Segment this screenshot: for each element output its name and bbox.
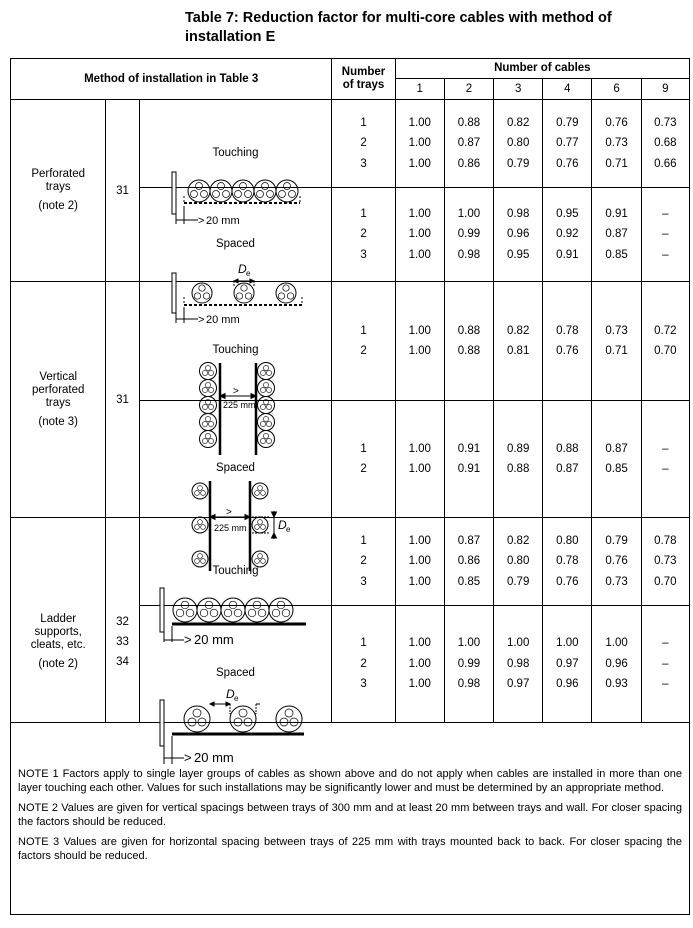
clearance-label: 20 mm — [193, 631, 234, 647]
caption-spaced: Spaced — [215, 667, 255, 679]
header-cable-count: 2 — [444, 79, 493, 100]
factor-cell — [494, 401, 543, 518]
factor-value: 0.71 — [605, 157, 628, 170]
factor-value: – — [662, 228, 669, 241]
factor-value: 1.00 — [605, 637, 628, 650]
clearance-label: 20 mm — [193, 750, 234, 765]
ge-symbol: > — [232, 386, 239, 397]
factor-value: 0.76 — [605, 555, 628, 568]
factor-value: 1.00 — [408, 228, 431, 241]
factor-value: 0.82 — [506, 116, 530, 129]
cable-diagram — [140, 664, 332, 781]
trays-value: 2 — [360, 555, 367, 568]
factor-value: 1.00 — [408, 248, 431, 261]
factor-cell — [444, 606, 493, 723]
factor-value: 1.00 — [408, 463, 431, 475]
factor-cell — [543, 518, 592, 606]
factor-cell — [641, 188, 689, 282]
factor-cell — [592, 401, 641, 518]
factor-value: 1.00 — [457, 207, 481, 220]
factor-value: 0.91 — [457, 442, 481, 455]
factor-value: 1.00 — [408, 207, 431, 220]
header-trays-line2: of trays — [342, 79, 385, 91]
factor-value: 1.00 — [408, 345, 431, 357]
ref-ladder-supports — [106, 518, 139, 723]
factor-value: 0.85 — [605, 463, 628, 475]
factor-value: 0.76 — [556, 157, 579, 170]
de-subscript: e — [285, 525, 290, 534]
factor-value: – — [662, 463, 669, 475]
factor-value: 1.00 — [408, 116, 431, 129]
method-name-line: trays — [45, 396, 71, 409]
factor-value: 0.97 — [556, 657, 579, 670]
method-vertical-perforated-trays — [11, 282, 106, 518]
factor-value: 0.68 — [654, 137, 677, 150]
table-title: Table 7: Reduction factor for multi-core cables with method of installation E — [185, 10, 612, 45]
header-cable-count: 4 — [543, 79, 592, 100]
factor-cell — [494, 606, 543, 723]
factor-value: 0.80 — [506, 555, 530, 568]
cable-diagram — [140, 562, 332, 650]
factor-value: 0.78 — [556, 324, 579, 337]
factor-value: 1.00 — [506, 637, 530, 650]
de-subscript: e — [233, 694, 238, 703]
cable-diagram — [140, 459, 332, 576]
factor-value: 0.73 — [654, 116, 677, 129]
method-name-note: (note 2) — [38, 200, 79, 212]
factor-cell — [395, 100, 444, 188]
factor-value: 1.00 — [408, 575, 431, 588]
trays-value: 3 — [360, 248, 367, 261]
ge-symbol: > — [183, 631, 192, 647]
factor-cell — [444, 100, 493, 188]
method-name-line: Ladder — [40, 613, 77, 625]
trays-value: 1 — [360, 637, 367, 650]
method-name-note: (note 2) — [38, 658, 79, 670]
ref-vertical-perforated-trays — [106, 282, 139, 518]
factor-value: 0.91 — [605, 207, 628, 220]
de-label: D — [237, 261, 247, 276]
header-cable-count: 1 — [395, 79, 444, 100]
factor-value: 0.78 — [654, 534, 677, 547]
factor-value: 0.86 — [457, 555, 481, 568]
factor-value: 0.73 — [605, 324, 628, 337]
trays-cell — [332, 401, 395, 518]
factor-value: 1.00 — [408, 678, 431, 691]
ref-perforated-trays — [106, 100, 139, 282]
cable-diagram — [140, 341, 332, 460]
trays-cell — [332, 606, 395, 723]
factor-value: 0.95 — [556, 207, 579, 220]
trays-cell — [332, 518, 395, 606]
trays-value: 1 — [360, 534, 367, 547]
factor-value: 1.00 — [457, 637, 481, 650]
factor-value: 0.80 — [556, 534, 579, 547]
factor-cell — [641, 401, 689, 518]
header-number-of-trays — [332, 59, 395, 100]
ref-number: 33 — [116, 636, 129, 648]
header-trays-line1: Number — [341, 66, 386, 78]
factor-value: 0.87 — [605, 442, 628, 455]
factor-value: 0.66 — [654, 157, 677, 170]
trays-value: 1 — [360, 116, 367, 129]
de-subscript: e — [245, 268, 250, 278]
factor-value: 0.99 — [457, 228, 481, 241]
factor-cell — [592, 518, 641, 606]
trays-value: 2 — [360, 463, 367, 475]
de-label: D — [277, 518, 287, 532]
factor-value: 0.87 — [605, 228, 628, 241]
factor-cell — [592, 282, 641, 401]
factor-value: 0.96 — [605, 657, 628, 670]
factor-value: 0.87 — [457, 534, 481, 547]
trays-value: 2 — [360, 137, 367, 150]
ge-symbol: > — [197, 313, 204, 326]
header-cable-count: 6 — [592, 79, 641, 100]
method-name-line: supports, — [34, 626, 82, 638]
method-name-line: Vertical — [39, 370, 78, 383]
factor-cell — [444, 188, 493, 282]
factor-value: 0.97 — [506, 678, 530, 691]
trays-cell — [332, 100, 395, 188]
trays-value: 3 — [360, 157, 367, 170]
factor-cell — [641, 606, 689, 723]
trays-value: 3 — [360, 678, 367, 691]
factor-value: 0.70 — [654, 345, 677, 357]
factor-value: 0.88 — [457, 345, 481, 357]
factor-value: 0.95 — [506, 248, 530, 261]
method-name-line: trays — [45, 181, 71, 193]
factor-value: 0.98 — [506, 657, 530, 670]
header-cable-count: 3 — [494, 79, 543, 100]
trays-value: 2 — [360, 657, 367, 670]
factor-value: 0.79 — [556, 116, 579, 129]
caption-touching: Touching — [212, 564, 259, 577]
factor-value: 1.00 — [408, 555, 431, 568]
factor-cell — [543, 606, 592, 723]
factor-value: 0.96 — [506, 228, 530, 241]
factor-value: 0.88 — [457, 116, 481, 129]
factor-cell — [494, 518, 543, 606]
factor-value: 0.88 — [506, 463, 530, 475]
factor-value: 0.96 — [556, 678, 579, 691]
clearance-label: 225 mm — [222, 400, 256, 410]
method-name-line: cleats, etc. — [30, 639, 86, 651]
factor-value: 0.98 — [457, 678, 481, 691]
factor-value: 0.79 — [605, 534, 628, 547]
trays-value: 1 — [360, 442, 367, 455]
ref-number: 31 — [116, 393, 129, 406]
factor-value: 0.98 — [457, 248, 481, 261]
factor-cell — [444, 282, 493, 401]
ge-symbol: > — [197, 214, 204, 227]
factor-value: 0.71 — [605, 345, 628, 357]
cable-diagram — [140, 144, 332, 232]
factor-cell — [592, 100, 641, 188]
factor-value: 0.76 — [556, 575, 579, 588]
factor-value: 0.80 — [506, 137, 530, 150]
factor-value: 0.76 — [605, 116, 628, 129]
factor-value: – — [662, 678, 669, 691]
factor-value: 0.72 — [654, 324, 677, 337]
trays-value: 2 — [360, 228, 367, 241]
factor-value: 0.73 — [605, 575, 628, 588]
factor-cell — [395, 188, 444, 282]
factor-value: 0.82 — [506, 324, 530, 337]
factor-value: 0.87 — [556, 463, 579, 475]
factor-value: 0.78 — [556, 555, 579, 568]
de-label: D — [225, 687, 235, 701]
note-3: NOTE 3 Values are given for horizontal spacing between trays of 225 mm with trays mounted back to back. For closer spacing the factors should be reduced. — [18, 836, 682, 862]
factor-value: 0.99 — [457, 657, 481, 670]
factor-value: 1.00 — [556, 637, 579, 650]
caption-spaced: Spaced — [215, 237, 255, 250]
ge-symbol: > — [225, 507, 232, 518]
factor-value: 0.91 — [556, 248, 579, 261]
trays-value: 1 — [360, 324, 367, 337]
factor-cell — [543, 282, 592, 401]
factor-value: 0.81 — [506, 345, 530, 357]
factor-cell — [543, 100, 592, 188]
header-cable-count: 9 — [641, 79, 689, 100]
caption-touching: Touching — [212, 344, 259, 356]
factor-value: 0.70 — [654, 575, 677, 588]
factor-cell — [592, 606, 641, 723]
trays-value: 1 — [360, 207, 367, 220]
factor-value: 0.86 — [457, 157, 481, 170]
factor-value: 0.92 — [556, 228, 579, 241]
trays-value: 2 — [360, 345, 367, 357]
factor-value: 1.00 — [408, 637, 431, 650]
trays-cell — [332, 282, 395, 401]
ref-number: 31 — [116, 184, 129, 197]
factor-value: 0.98 — [506, 207, 530, 220]
factor-value: 0.87 — [457, 137, 481, 150]
method-name-note: (note 3) — [38, 415, 79, 428]
factor-value: 0.77 — [556, 137, 579, 150]
ref-number: 34 — [116, 656, 129, 668]
factor-cell — [494, 188, 543, 282]
factor-value: 1.00 — [408, 657, 431, 670]
method-ladder-supports — [11, 518, 106, 723]
factor-cell — [543, 188, 592, 282]
factor-value: 0.93 — [605, 678, 628, 691]
spacer — [106, 568, 138, 612]
cable-diagram — [140, 235, 332, 329]
factor-cell — [641, 100, 689, 188]
factor-value: – — [662, 248, 669, 261]
factor-cell — [395, 401, 444, 518]
spacer — [11, 569, 105, 613]
factor-value: – — [662, 442, 669, 455]
factor-value: 0.89 — [506, 442, 530, 455]
factor-cell — [444, 518, 493, 606]
factor-cell — [641, 282, 689, 401]
ref-number: 32 — [116, 616, 129, 628]
factor-value: 0.85 — [605, 248, 628, 261]
factor-cell — [444, 401, 493, 518]
ge-symbol: > — [183, 750, 192, 765]
note-1: NOTE 1 Factors apply to single layer groups of cables as shown above and do not apply when cables are installed in more than one layer touching each other. Values for such installations may be significantly lower and must be determined by an appropriate method. — [18, 768, 682, 794]
factor-value: 0.79 — [506, 157, 530, 170]
note-2: NOTE 2 Values are given for vertical spacings between trays of 300 mm and at least 20 mm between trays and wall. For closer spacing the factors should be reduced. — [18, 802, 682, 828]
diagram-perforated-touching — [139, 100, 332, 227]
factor-value: 0.88 — [457, 324, 481, 337]
clearance-label: 225 mm — [213, 523, 247, 533]
factor-cell — [494, 282, 543, 401]
header-method: Method of installation in Table 3 — [11, 59, 332, 100]
factor-value: 0.73 — [605, 137, 628, 150]
factor-cell — [592, 188, 641, 282]
clearance-label: 20 mm — [205, 313, 240, 326]
factor-value: – — [662, 657, 669, 670]
method-name-line: perforated — [31, 383, 85, 396]
trays-value: 3 — [360, 575, 367, 588]
header-number-of-cables: Number of cables — [395, 59, 689, 79]
factor-cell — [494, 100, 543, 188]
factor-cell — [395, 606, 444, 723]
method-name-line: Perforated — [31, 168, 86, 180]
factor-value: 1.00 — [408, 534, 431, 547]
factor-cell — [641, 518, 689, 606]
factor-cell — [395, 282, 444, 401]
method-perforated-trays — [11, 100, 106, 282]
factor-value: 0.85 — [457, 575, 481, 588]
factor-cell — [543, 401, 592, 518]
factor-value: 0.73 — [654, 555, 677, 568]
factor-value: 0.76 — [556, 345, 579, 357]
factor-value: – — [662, 207, 669, 220]
factor-value: 1.00 — [408, 442, 431, 455]
trays-cell — [332, 188, 395, 282]
factor-value: 1.00 — [408, 137, 431, 150]
caption-touching: Touching — [212, 146, 259, 159]
factor-value: 0.91 — [457, 463, 481, 475]
clearance-label: 20 mm — [205, 214, 240, 227]
caption-spaced: Spaced — [215, 462, 255, 474]
factor-value: 0.88 — [556, 442, 579, 455]
notes — [18, 768, 682, 870]
factor-value: 1.00 — [408, 324, 431, 337]
factor-cell — [395, 518, 444, 606]
factor-value: 1.00 — [408, 157, 431, 170]
factor-value: – — [662, 637, 669, 650]
factor-value: 0.82 — [506, 534, 530, 547]
factor-value: 0.79 — [506, 575, 530, 588]
